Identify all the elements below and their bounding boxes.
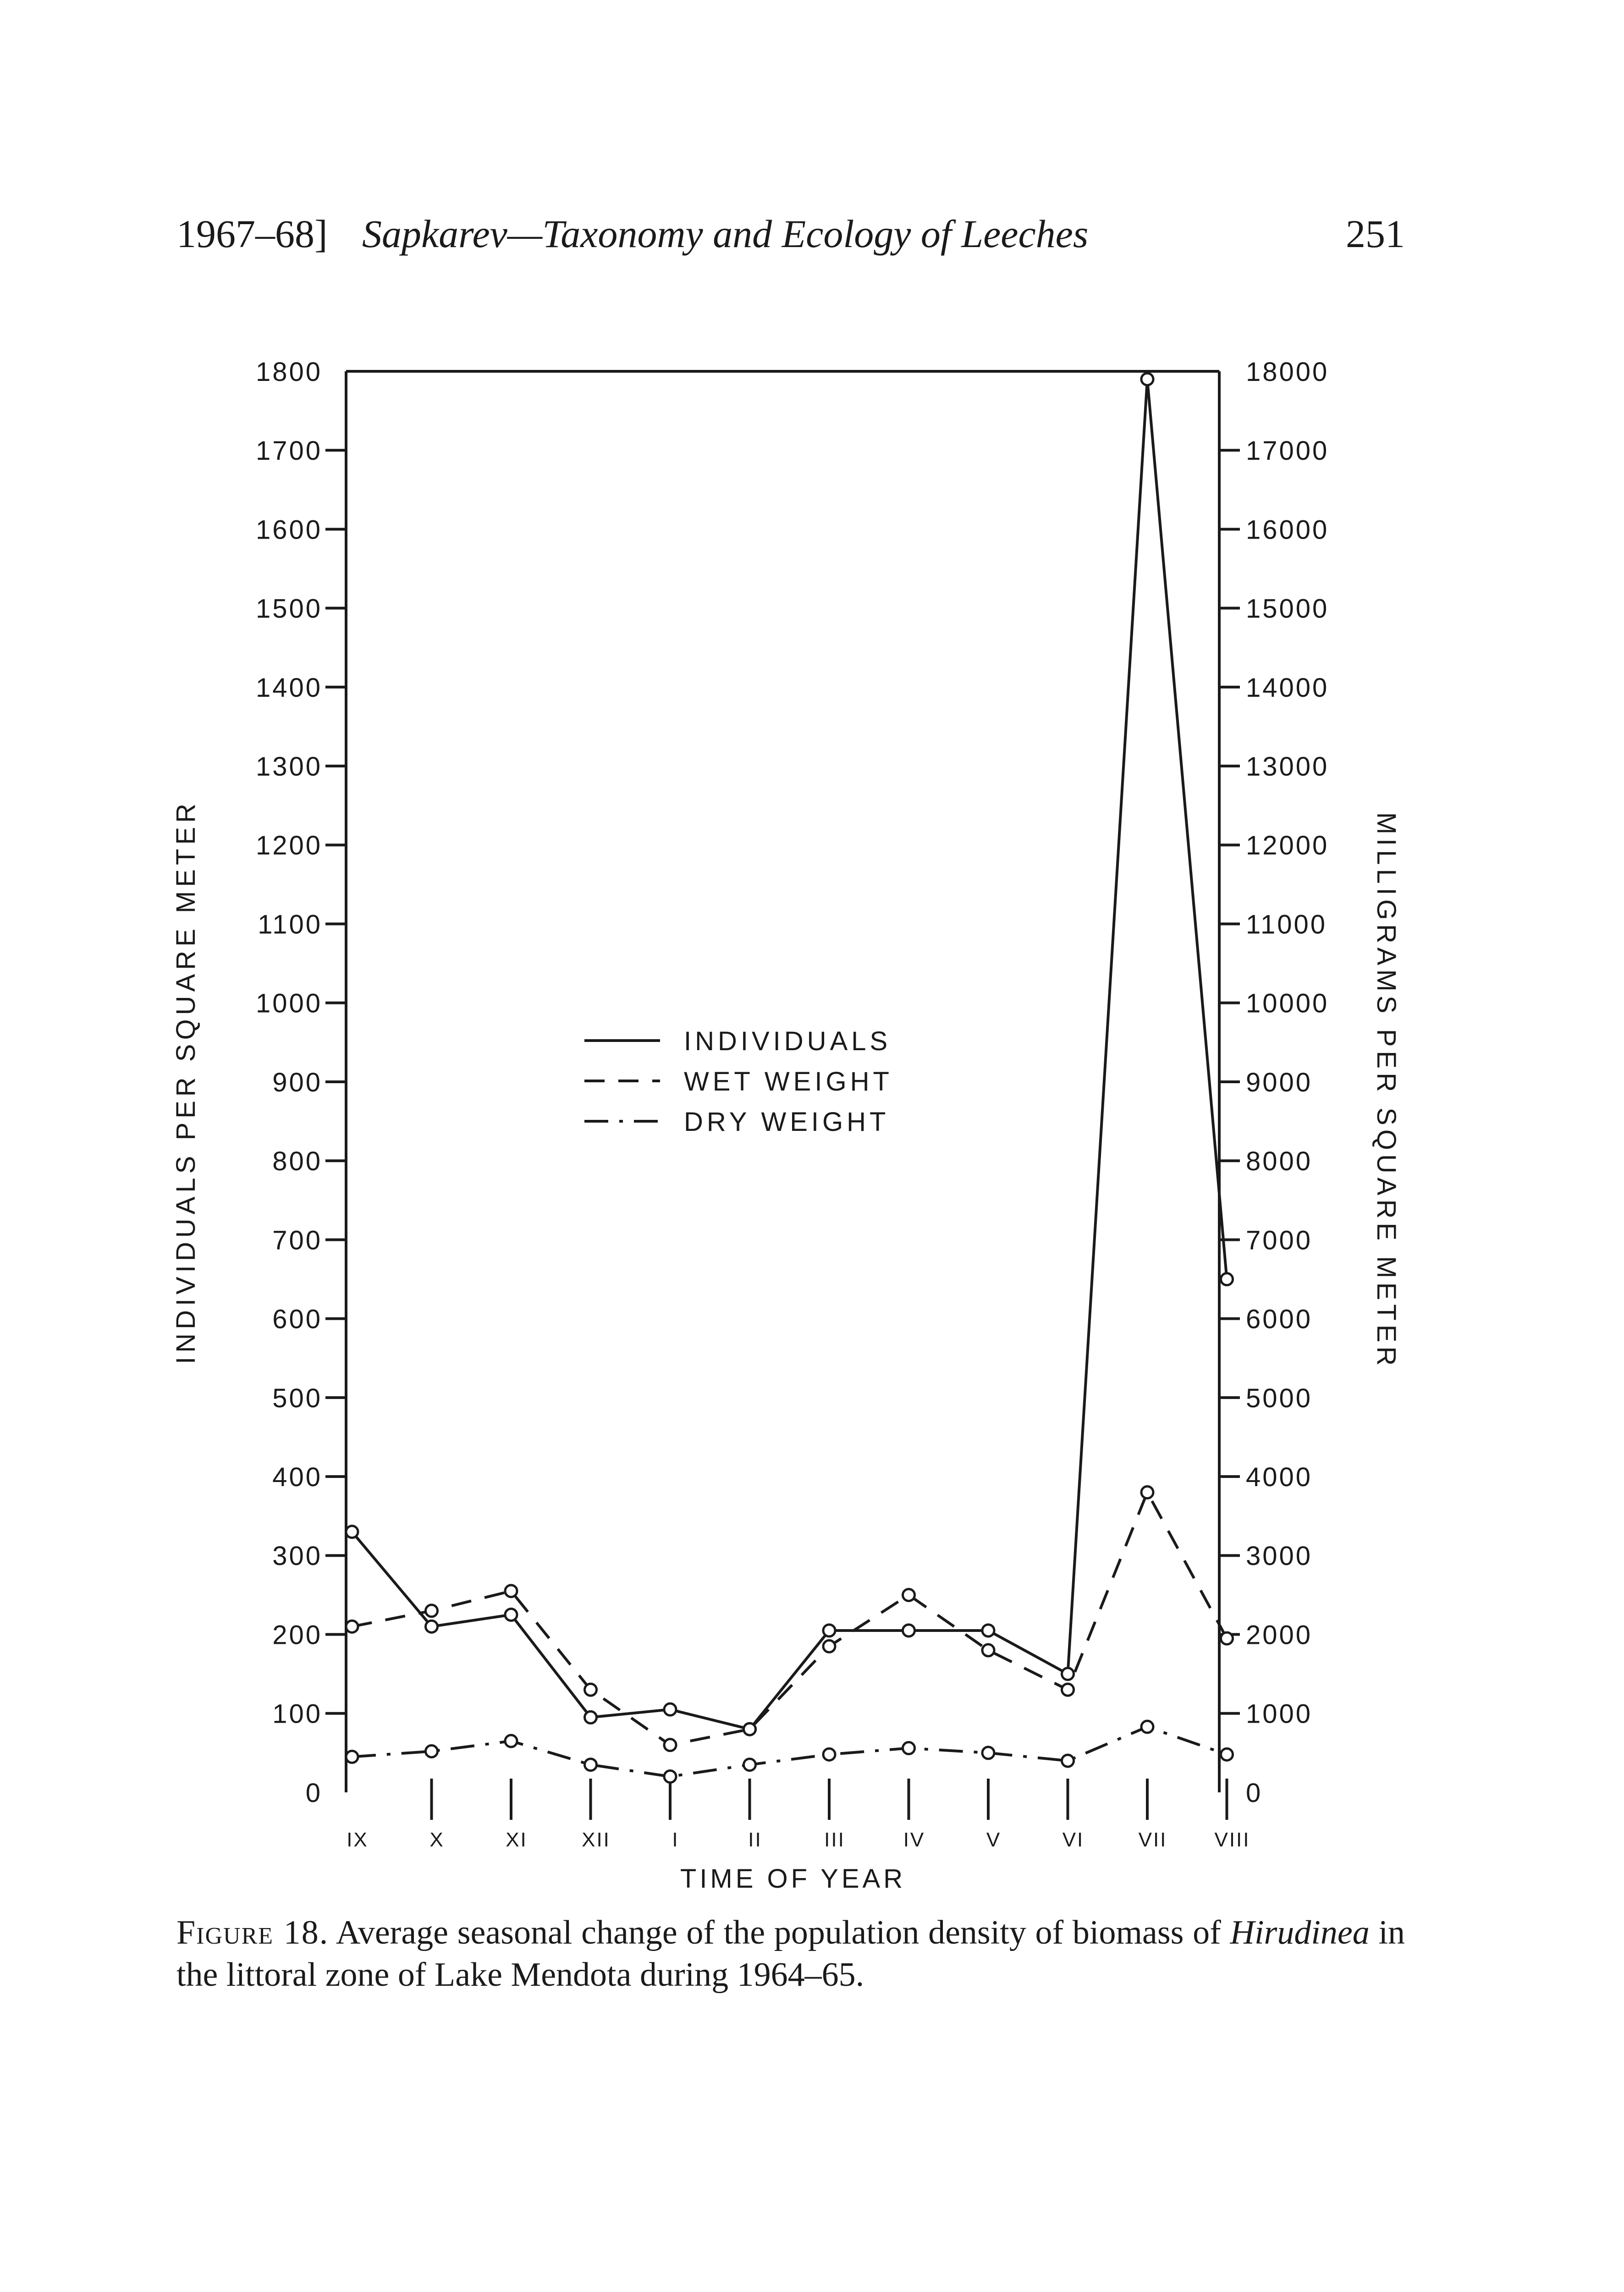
left-y-tick-label: 300 (272, 1541, 322, 1571)
data-point-dry-weight (744, 1759, 756, 1771)
x-tick-label: V (986, 1829, 1002, 1851)
data-point-dry-weight (1062, 1755, 1074, 1767)
left-y-tick-label: 500 (272, 1383, 322, 1413)
right-y-tick-label: 17000 (1246, 436, 1329, 466)
data-point-wet-weight (1141, 1487, 1153, 1499)
left-y-tick-label: 600 (272, 1304, 322, 1334)
right-y-tick-label: 6000 (1246, 1304, 1313, 1334)
right-y-tick-label: 1000 (1246, 1699, 1313, 1729)
x-tick-label: VI (1062, 1829, 1085, 1851)
caption-text-end: in the littoral zone of Lake Mendota during 1964–65. (176, 1914, 1405, 1994)
legend-label-dry-weight: DRY WEIGHT (684, 1107, 890, 1137)
data-point-individuals (505, 1609, 517, 1621)
x-tick-label: II (748, 1829, 762, 1851)
data-point-individuals (664, 1703, 676, 1715)
right-y-tick-label: 3000 (1246, 1541, 1313, 1571)
left-y-tick-label: 1800 (255, 357, 322, 387)
x-tick-label: IV (903, 1829, 925, 1851)
data-point-wet-weight (823, 1640, 835, 1652)
data-point-wet-weight (346, 1620, 358, 1632)
running-head-volume: 1967–68] (176, 212, 328, 256)
data-point-dry-weight (982, 1747, 994, 1759)
x-tick-label: IX (347, 1829, 369, 1851)
right-y-tick-label: 7000 (1246, 1225, 1313, 1256)
right-y-tick-label: 11000 (1246, 909, 1327, 940)
data-point-individuals (346, 1526, 358, 1538)
left-y-tick-label: 1700 (255, 436, 322, 466)
data-point-dry-weight (505, 1735, 517, 1747)
data-point-individuals (1062, 1668, 1074, 1680)
x-tick-label: VIII (1214, 1829, 1250, 1851)
left-y-tick-label: 1000 (255, 988, 322, 1019)
legend-label-individuals: INDIVIDUALS (684, 1026, 892, 1056)
data-point-dry-weight (903, 1742, 915, 1754)
data-point-individuals (585, 1711, 597, 1723)
x-tick-label: XI (506, 1829, 528, 1851)
data-point-wet-weight (505, 1585, 517, 1597)
page-number: 251 (1346, 212, 1405, 256)
left-y-tick-label: 1300 (255, 751, 322, 782)
right-y-tick-label: 8000 (1246, 1146, 1313, 1177)
left-y-tick-label: 200 (272, 1620, 322, 1650)
left-y-tick-label: 700 (272, 1225, 322, 1256)
series-line-dry-weight (352, 1727, 1227, 1777)
right-y-tick-label: 9000 (1246, 1067, 1313, 1097)
x-tick-label: X (429, 1829, 445, 1851)
left-y-tick-label: 1400 (255, 672, 322, 703)
right-y-tick-label: 12000 (1246, 831, 1329, 861)
data-point-dry-weight (1221, 1748, 1233, 1760)
data-point-wet-weight (982, 1644, 994, 1656)
left-y-tick-label: 1500 (255, 594, 322, 624)
right-y-tick-label: 18000 (1246, 357, 1329, 387)
right-y-tick-label: 15000 (1246, 594, 1329, 624)
x-tick-label: VII (1138, 1829, 1167, 1851)
data-point-wet-weight (1062, 1684, 1074, 1696)
x-axis-title: TIME OF YEAR (680, 1864, 906, 1894)
left-y-tick-label: 1600 (255, 515, 322, 545)
data-point-individuals (982, 1625, 994, 1636)
data-point-dry-weight (823, 1748, 835, 1760)
data-point-wet-weight (664, 1739, 676, 1751)
figure-caption (176, 1912, 1405, 1996)
right-y-tick-label: 16000 (1246, 515, 1329, 545)
caption-taxon: Hirudinea (1230, 1914, 1370, 1951)
right-y-axis-title: MILLIGRAMS PER SQUARE METER (1371, 812, 1401, 1370)
right-y-tick-label: 14000 (1246, 672, 1329, 703)
x-tick-label: XII (582, 1829, 611, 1851)
data-point-wet-weight (903, 1589, 915, 1601)
running-head-title: Sapkarev—Taxonomy and Ecology of Leeches (362, 212, 1089, 256)
left-y-axis-title: INDIVIDUALS PER SQUARE METER (171, 799, 201, 1364)
left-y-tick-label: 400 (272, 1462, 322, 1492)
x-tick-label: I (672, 1829, 679, 1851)
data-point-individuals (823, 1625, 835, 1636)
x-tick-label: III (824, 1829, 845, 1851)
left-y-tick-label: 900 (272, 1067, 322, 1097)
left-y-tick-label: 800 (272, 1146, 322, 1177)
data-point-wet-weight (1221, 1632, 1233, 1644)
data-point-dry-weight (346, 1751, 358, 1763)
data-point-dry-weight (426, 1745, 438, 1757)
caption-text: Average seasonal change of the population density of biomass of (336, 1914, 1221, 1951)
data-point-wet-weight (585, 1684, 597, 1696)
right-y-tick-label: 0 (1246, 1778, 1263, 1808)
data-point-individuals (1141, 373, 1153, 385)
data-point-wet-weight (426, 1605, 438, 1617)
right-y-tick-label: 13000 (1246, 751, 1329, 782)
legend-label-wet-weight: WET WEIGHT (684, 1067, 893, 1096)
data-point-individuals (426, 1620, 438, 1632)
figure-label: Figure 18. (176, 1914, 329, 1951)
data-point-wet-weight (744, 1723, 756, 1735)
data-point-dry-weight (1141, 1721, 1153, 1733)
right-y-tick-label: 10000 (1246, 988, 1329, 1019)
right-y-tick-label: 2000 (1246, 1620, 1313, 1650)
data-point-dry-weight (585, 1759, 597, 1771)
right-y-tick-label: 4000 (1246, 1462, 1313, 1492)
data-point-individuals (903, 1625, 915, 1636)
data-point-individuals (1221, 1273, 1233, 1285)
right-y-tick-label: 5000 (1246, 1383, 1313, 1413)
left-y-tick-label: 0 (305, 1778, 322, 1808)
left-y-tick-label: 1200 (255, 831, 322, 861)
left-y-tick-label: 1100 (258, 909, 322, 940)
data-point-dry-weight (664, 1771, 676, 1783)
left-y-tick-label: 100 (272, 1699, 322, 1729)
